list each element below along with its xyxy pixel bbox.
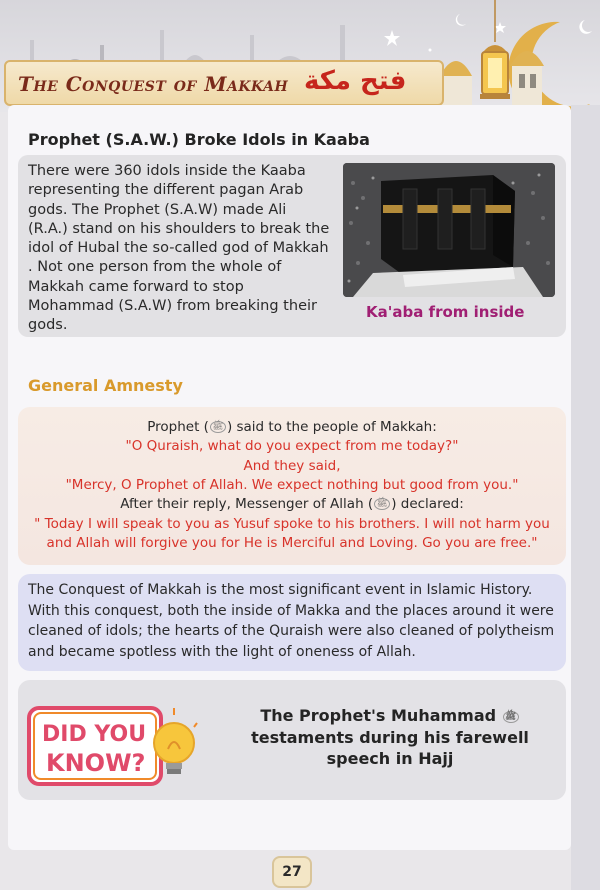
did-you-know-text-a: The Prophet's Muhammad (260, 706, 497, 725)
page-title-arabic: فتح مكة (304, 66, 407, 96)
kaaba-photo (343, 163, 555, 297)
amnesty-line-1 (18, 418, 566, 436)
history-paragraph: The Conquest of Makkah is the most significant event in Islamic History. With this conquest, both the inside of Makka and the places around it were cleaned of idols; the hearts of the Quraish were also cleaned of polytheism and became spotless with the light of oneness of Allah. (28, 582, 555, 660)
amnesty-line-1b: ) said to the people of Makkah: (226, 419, 437, 435)
amnesty-line-4: "Mercy, O Prophet of Allah. We expect nothing but good from you." (65, 477, 519, 493)
amnesty-line-1a: Prophet ( (147, 419, 209, 435)
amnesty-heading: General Amnesty (28, 376, 183, 395)
idols-heading: Prophet (S.A.W.) Broke Idols in Kaaba (28, 130, 370, 149)
amnesty-line-7: and Allah will forgive you for He is Merciful and Loving. Go you are free." (46, 535, 538, 551)
did-you-know-text-b: testaments during his farewell speech in Hajj (251, 727, 529, 768)
page-number: 27 (272, 856, 312, 888)
page-edge-strip (571, 105, 600, 890)
badge-line-1: DID YOU (42, 722, 147, 747)
pbuh-symbol-icon: ﷺ (503, 711, 519, 723)
amnesty-line-3: And they said, (243, 458, 341, 474)
badge-line-2: KNOW? (46, 749, 146, 777)
idols-paragraph: There were 360 idols inside the Kaaba representing the different pagan Arab gods. The Prophet (S.A.W) made Ali (R.A.) stand on his shoulders to break the idol of Hubal the so-called god of Makkah . Not one person from the whole of Makkah came forward to stop Mohammad (S.A.W) from breaking their gods. (28, 163, 330, 334)
page-title: The Conquest of Makkah (18, 72, 289, 96)
amnesty-line-5 (18, 495, 566, 513)
photo-caption: Ka'aba from inside (366, 303, 525, 321)
pbuh-symbol-icon: ﷺ (210, 421, 226, 433)
did-you-know-text (225, 705, 555, 770)
amnesty-line-6: " Today I will speak to you as Yusuf spoke to his brothers. I will not harm you (34, 516, 550, 532)
amnesty-line-5b: ) declared: (391, 496, 464, 512)
did-you-know-badge (26, 705, 198, 787)
amnesty-line-2: "O Quraish, what do you expect from me today?" (125, 438, 459, 454)
amnesty-line-5a: After their reply, Messenger of Allah ( (120, 496, 374, 512)
pbuh-symbol-icon: ﷺ (374, 498, 390, 510)
